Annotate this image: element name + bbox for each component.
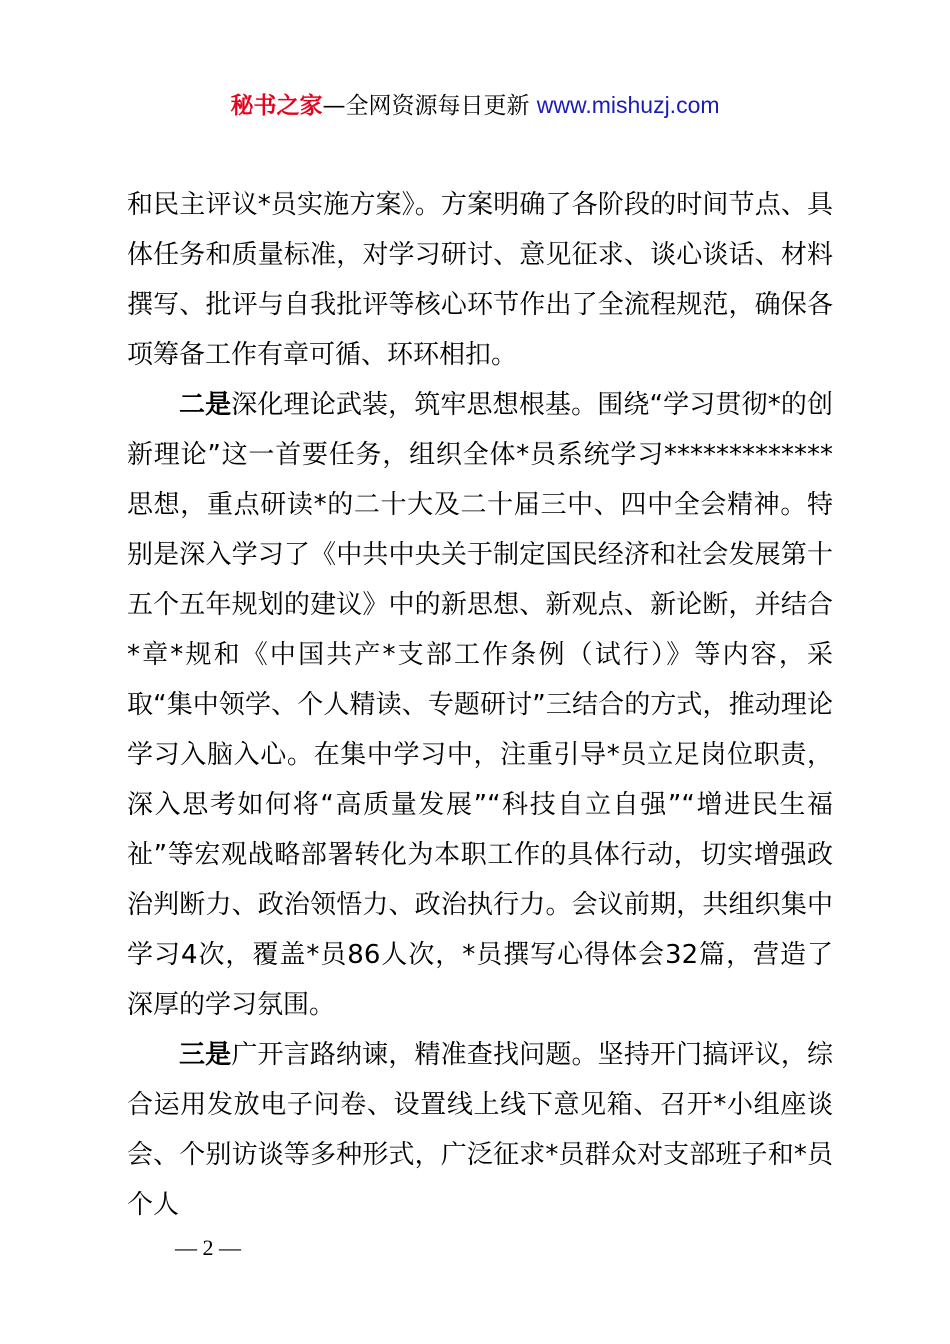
paragraph-point-three	[127, 1030, 833, 1230]
paragraph-continuation	[127, 180, 833, 380]
paragraph-lead: 三是	[179, 1040, 232, 1070]
paragraph-text: 深化理论武装，筑牢思想根基。围绕“学习贯彻*的创新理论”这一首要任务，组织全体*员系统学习*************思想，重点研读*的二十大及二十届三中、四中全会精神。特别是深入学习了《中共中央关于制定国民经济和社会发展第十五个五年规划的建议》中的新思想、新观点、新论断，并结合*章*规和《中国共产*支部工作条例（试行）》等内容，采取“集中领学、个人精读、专题研讨”三结合的方式，推动理论学习入脑入心。在集中学习中，注重引导*员立足岗位职责，深入思考如何将“高质量发展”“科技自立自强”“增进民生福祉”等宏观战略部署转化为本职工作的具体行动，切实增强政治判断力、政治领悟力、政治执行力。会议前期，共组织集中学习4次，覆盖*员86人次，*员撰写心得体会32篇，营造了深厚的学习氛围。	[127, 390, 833, 1020]
header-url[interactable]: www.mishuzj.com	[536, 92, 720, 118]
page-number: — 2 —	[175, 1235, 241, 1260]
paragraph-lead: 二是	[179, 390, 232, 420]
brand-name: 秘书之家	[230, 93, 323, 119]
watermark-header	[0, 88, 950, 123]
paragraph-text: 广开言路纳谏，精准查找问题。坚持开门搞评议，综合运用发放电子问卷、设置线上线下意见箱、召开*小组座谈会、个别访谈等多种形式，广泛征求*员群众对支部班子和*员个人	[127, 1040, 833, 1220]
document-body	[127, 180, 833, 1230]
paragraph-text: 和民主评议*员实施方案》。方案明确了各阶段的时间节点、具体任务和质量标准，对学习研讨、意见征求、谈心谈话、材料撰写、批评与自我批评等核心环节作出了全流程规范，确保各项筹备工作有章可循、环环相扣。	[127, 190, 833, 370]
header-tagline: —全网资源每日更新	[322, 93, 537, 119]
paragraph-point-two	[127, 380, 833, 1030]
